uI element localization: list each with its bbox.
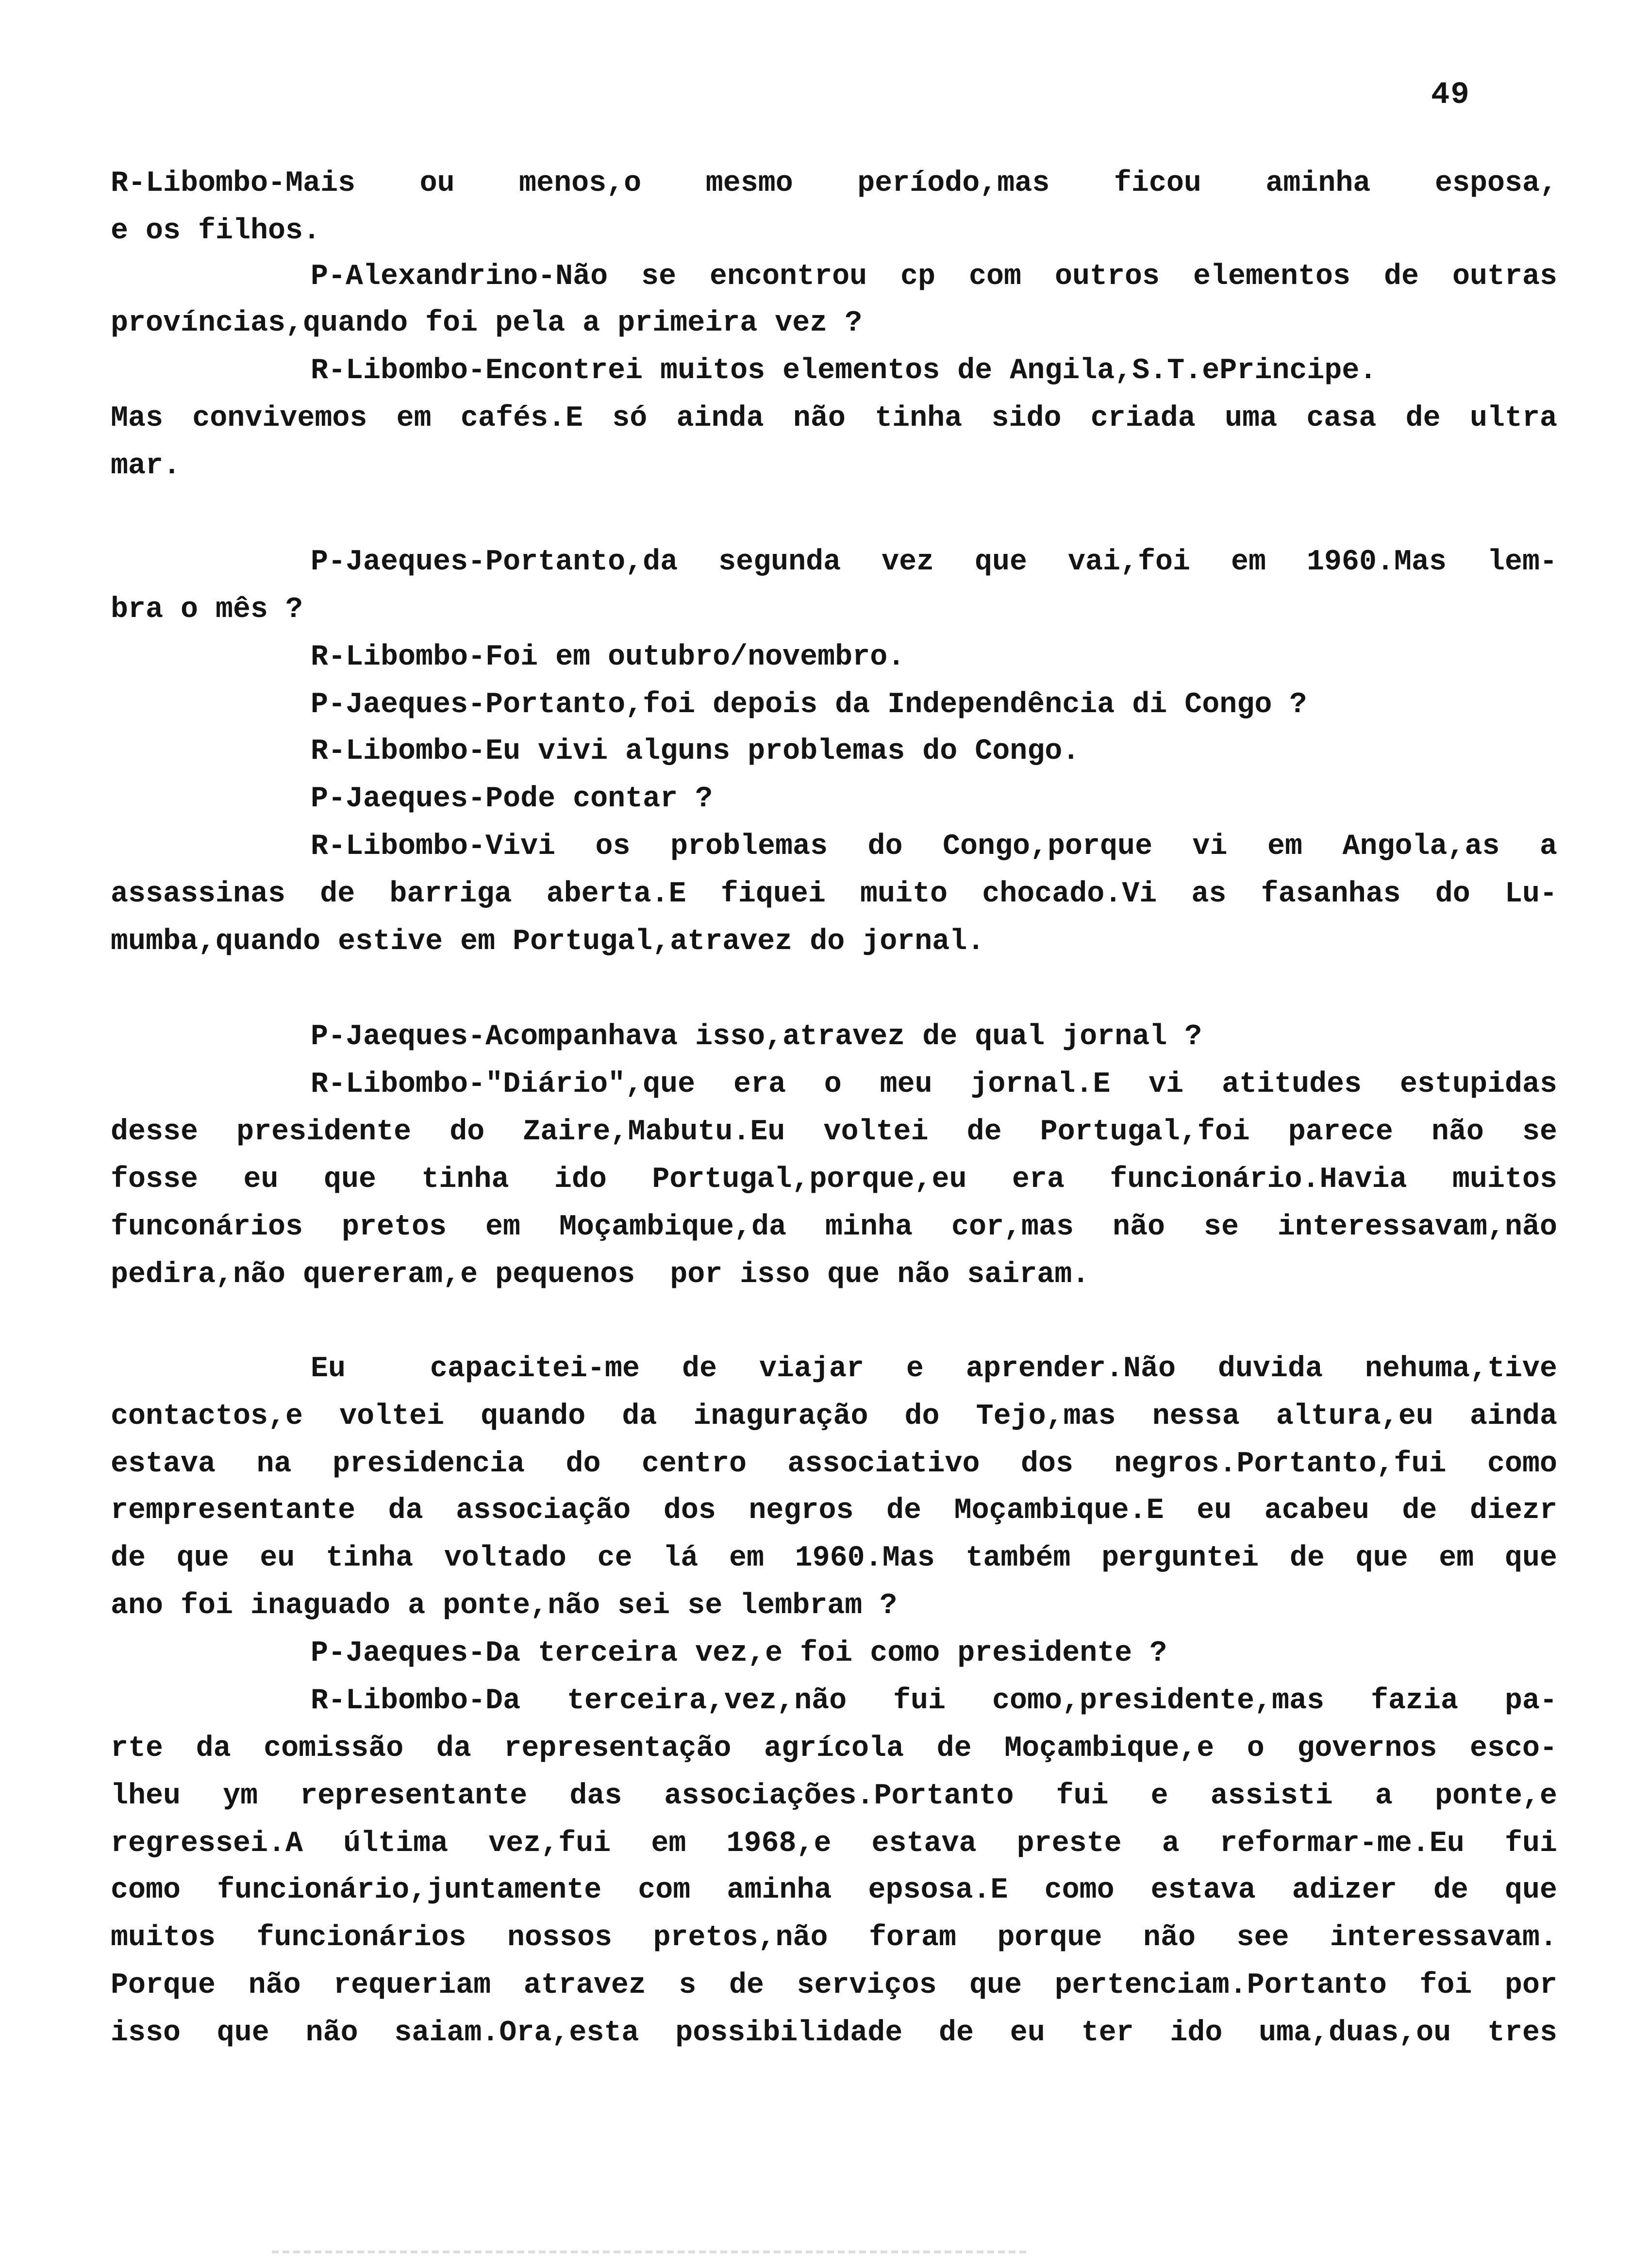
text-line: rempresentante da associação dos negros de Moçambique.E eu acabeu de diezr <box>111 1494 1557 1527</box>
text-line: como funcionário,juntamente com aminha epsosa.E como estava adizer de que <box>111 1874 1557 1907</box>
text-line: P-Jaeques-Portanto,foi depois da Independência di Congo ? <box>311 688 1307 721</box>
text-line: P-Jaeques-Acompanhava isso,atravez de qual jornal ? <box>311 1020 1202 1053</box>
text-line: R-Libombo-Vivi os problemas do Congo,porque vi em Angola,as a <box>311 830 1557 863</box>
text-line: R-Libombo-Foi em outubro/novembro. <box>311 641 905 674</box>
text-line: rte da comissão da representação agrícola de Moçambique,e o governos esco- <box>111 1732 1557 1765</box>
text-line: ano foi inaguado a ponte,não sei se lembram ? <box>111 1589 898 1622</box>
text-line: Mas convivemos em cafés.E só ainda não tinha sido criada uma casa de ultra <box>111 402 1557 435</box>
text-line: contactos,e voltei quando da inaguração do Tejo,mas nessa altura,eu ainda <box>111 1400 1557 1433</box>
text-line: Eu capacitei-me de viajar e aprender.Não duvida nehuma,tive <box>311 1352 1557 1385</box>
text-line: mumba,quando estive em Portugal,atravez do jornal. <box>111 925 985 958</box>
scan-artifact <box>272 2251 1029 2253</box>
text-line: e os filhos. <box>111 215 321 248</box>
text-line: muitos funcionários nossos pretos,não foram porque não see interessavam. <box>111 1921 1557 1954</box>
text-line: P-Jaeques-Da terceira vez,e foi como presidente ? <box>311 1637 1167 1670</box>
text-line: fosse eu que tinha ido Portugal,porque,eu era funcionário.Havia muitos <box>111 1163 1557 1196</box>
text-line: P-Alexandrino-Não se encontrou cp com outros elementos de outras <box>311 260 1557 293</box>
text-line: R-Libombo-Da terceira,vez,não fui como,presidente,mas fazia pa- <box>311 1684 1557 1718</box>
text-line: R-Libombo-"Diário",que era o meu jornal.E vi atitudes estupidas <box>311 1068 1557 1101</box>
text-line: P-Jaeques-Pode contar ? <box>311 783 713 816</box>
text-line: estava na presidencia do centro associativo dos negros.Portanto,fui como <box>111 1448 1557 1481</box>
text-line: lheu ym representante das associações.Portanto fui e assisti a ponte,e <box>111 1780 1557 1813</box>
text-line: R-Libombo-Mais ou menos,o mesmo período,mas ficou aminha esposa, <box>111 167 1557 200</box>
text-line: P-Jaeques-Portanto,da segunda vez que vai,foi em 1960.Mas lem- <box>311 546 1557 579</box>
text-line: isso que não saiam.Ora,esta possibilidade de eu ter ido uma,duas,ou tres <box>111 2017 1557 2050</box>
text-line: regressei.A última vez,fui em 1968,e estava preste a reformar-me.Eu fui <box>111 1827 1557 1860</box>
text-line: de que eu tinha voltado ce lá em 1960.Mas também perguntei de que em que <box>111 1542 1557 1575</box>
text-line: desse presidente do Zaire,Mabutu.Eu voltei de Portugal,foi parece não se <box>111 1116 1557 1149</box>
text-line: bra o mês ? <box>111 593 303 626</box>
text-line: mar. <box>111 450 181 483</box>
text-line: funconários pretos em Moçambique,da minha cor,mas não se interessavam,não <box>111 1211 1557 1244</box>
text-line: R-Libombo-Encontrei muitos elementos de Angila,S.T.ePrincipe. <box>311 354 1377 387</box>
text-line: R-Libombo-Eu vivi alguns problemas do Congo. <box>311 735 1080 768</box>
text-line: assassinas de barriga aberta.E fiquei muito chocado.Vi as fasanhas do Lu- <box>111 878 1557 911</box>
text-line: Porque não requeriam atravez s de serviços que pertenciam.Portanto foi por <box>111 1969 1557 2002</box>
text-line: províncias,quando foi pela a primeira vez ? <box>111 307 863 340</box>
page-number: 49 <box>1431 78 1470 113</box>
text-line: pedira,não quereram,e pequenos por isso que não sairam. <box>111 1258 1090 1291</box>
